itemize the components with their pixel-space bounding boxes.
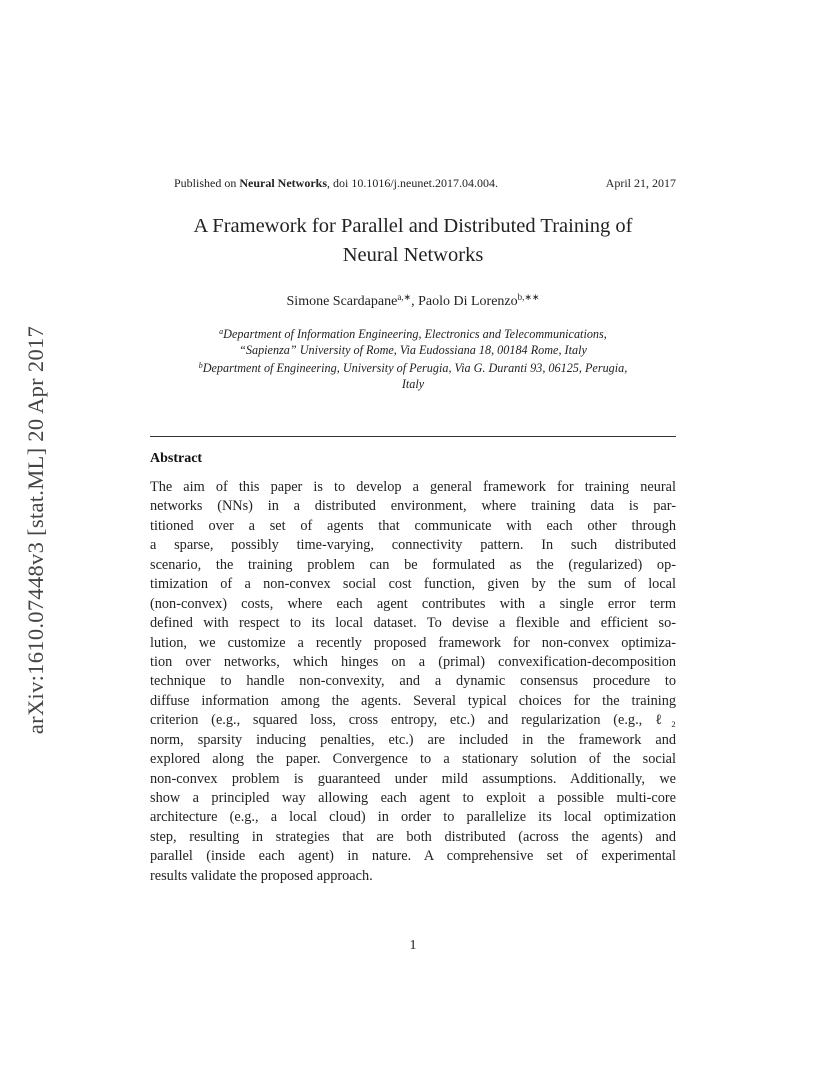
abstract-line: parallel (inside each agent) in nature. A comprehensive set of experimental: [150, 848, 676, 865]
abstract-line: norm, sparsity inducing penalties, etc.) are included in the framework and: [150, 731, 676, 748]
abstract-body: [150, 478, 676, 886]
abstract-line: titioned over a set of agents that communicate with each other through: [150, 517, 676, 534]
abstract-line: (non-convex) costs, where each agent contributes with a single error term: [150, 595, 676, 612]
title-line-2: Neural Networks: [342, 244, 484, 266]
author-affiliation-marks: a,∗: [397, 292, 412, 302]
arxiv-identifier: arXiv:1610.07448v3 [stat.ML] 20 Apr 2017: [23, 325, 48, 735]
affiliation-mark: a: [219, 327, 224, 336]
preprint-header: [174, 176, 678, 191]
paper-title: [150, 212, 676, 270]
abstract-line: non-convex problem is guaranteed under mild assumptions. Additionally, we: [150, 770, 676, 787]
abstract-line: lution, we customize a recently proposed framework for non-convex optimiza-: [150, 634, 676, 651]
affiliation-b-line-2: Italy: [401, 377, 425, 391]
doi-text: , doi 10.1016/j.neunet.2017.04.004.: [327, 176, 498, 190]
journal-name: Neural Networks: [239, 176, 327, 190]
abstract-line: The aim of this paper is to develop a general framework for training neural: [150, 479, 676, 495]
title-line-1: A Framework for Parallel and Distributed Training of: [193, 215, 633, 237]
abstract-line: scenario, the training problem can be formulated as the (regularized) op-: [150, 556, 676, 573]
abstract-line: explored along the paper. Convergence to a stationary solution of the social: [150, 751, 676, 768]
abstract-line: architecture (e.g., a local cloud) in order to parallelize its local optimization: [150, 809, 676, 826]
author-separator: ,: [411, 294, 419, 309]
abstract-line: step, resulting in strategies that are both distributed (across the agents) and: [150, 828, 676, 845]
author-name: Simone Scardapane: [286, 294, 398, 309]
preprint-prefix: Published on: [174, 176, 240, 190]
arxiv-sidebar-stamp: [6, 290, 66, 770]
author-name: Paolo Di Lorenzo: [418, 294, 518, 309]
abstract-line: technique to handle non-convexity, and a dynamic consensus procedure to: [150, 673, 676, 690]
abstract-line: a sparse, possibly time-varying, connectivity pattern. In such distributed: [150, 537, 676, 554]
affiliations: [150, 324, 676, 392]
preprint-date: April 21, 2017: [605, 176, 676, 190]
horizontal-rule: [150, 436, 676, 437]
affiliation-mark: b: [198, 361, 203, 370]
affiliation-a-line-1: $^a$Department of Information Engineering, Electronics and Telecommunications,: [219, 327, 607, 341]
abstract-line: criterion (e.g., squared loss, cross entropy, etc.) and regularization (e.g., ℓ₂: [150, 712, 676, 729]
author-affiliation-marks: b,∗∗: [517, 292, 540, 302]
abstract-line: tion over networks, which hinges on a (primal) convexification-decomposition: [150, 653, 676, 670]
abstract-line: timization of a non-convex social cost function, given by the sum of local: [150, 576, 676, 593]
abstract-line: networks (NNs) in a distributed environment, where training data is par-: [150, 498, 676, 515]
page-number: 1: [409, 938, 417, 953]
abstract-heading: Abstract: [150, 451, 203, 466]
abstract-line: results validate the proposed approach.: [150, 867, 373, 884]
author-list: [150, 292, 676, 310]
abstract-line: diffuse information among the agents. Several typical choices for the training: [150, 692, 676, 709]
abstract-line: show a principled way allowing each agent to exploit a possible multi-core: [150, 790, 676, 806]
affiliation-a-line-2: “Sapienza” University of Rome, Via Eudossiana 18, 00184 Rome, Italy: [239, 343, 587, 357]
affiliation-b-line-1: $^b$Department of Engineering, University of Perugia, Via G. Duranti 93, 06125, Perugia,: [198, 361, 628, 375]
abstract-line: defined with respect to its local dataset. To devise a flexible and efficient so-: [150, 615, 676, 632]
